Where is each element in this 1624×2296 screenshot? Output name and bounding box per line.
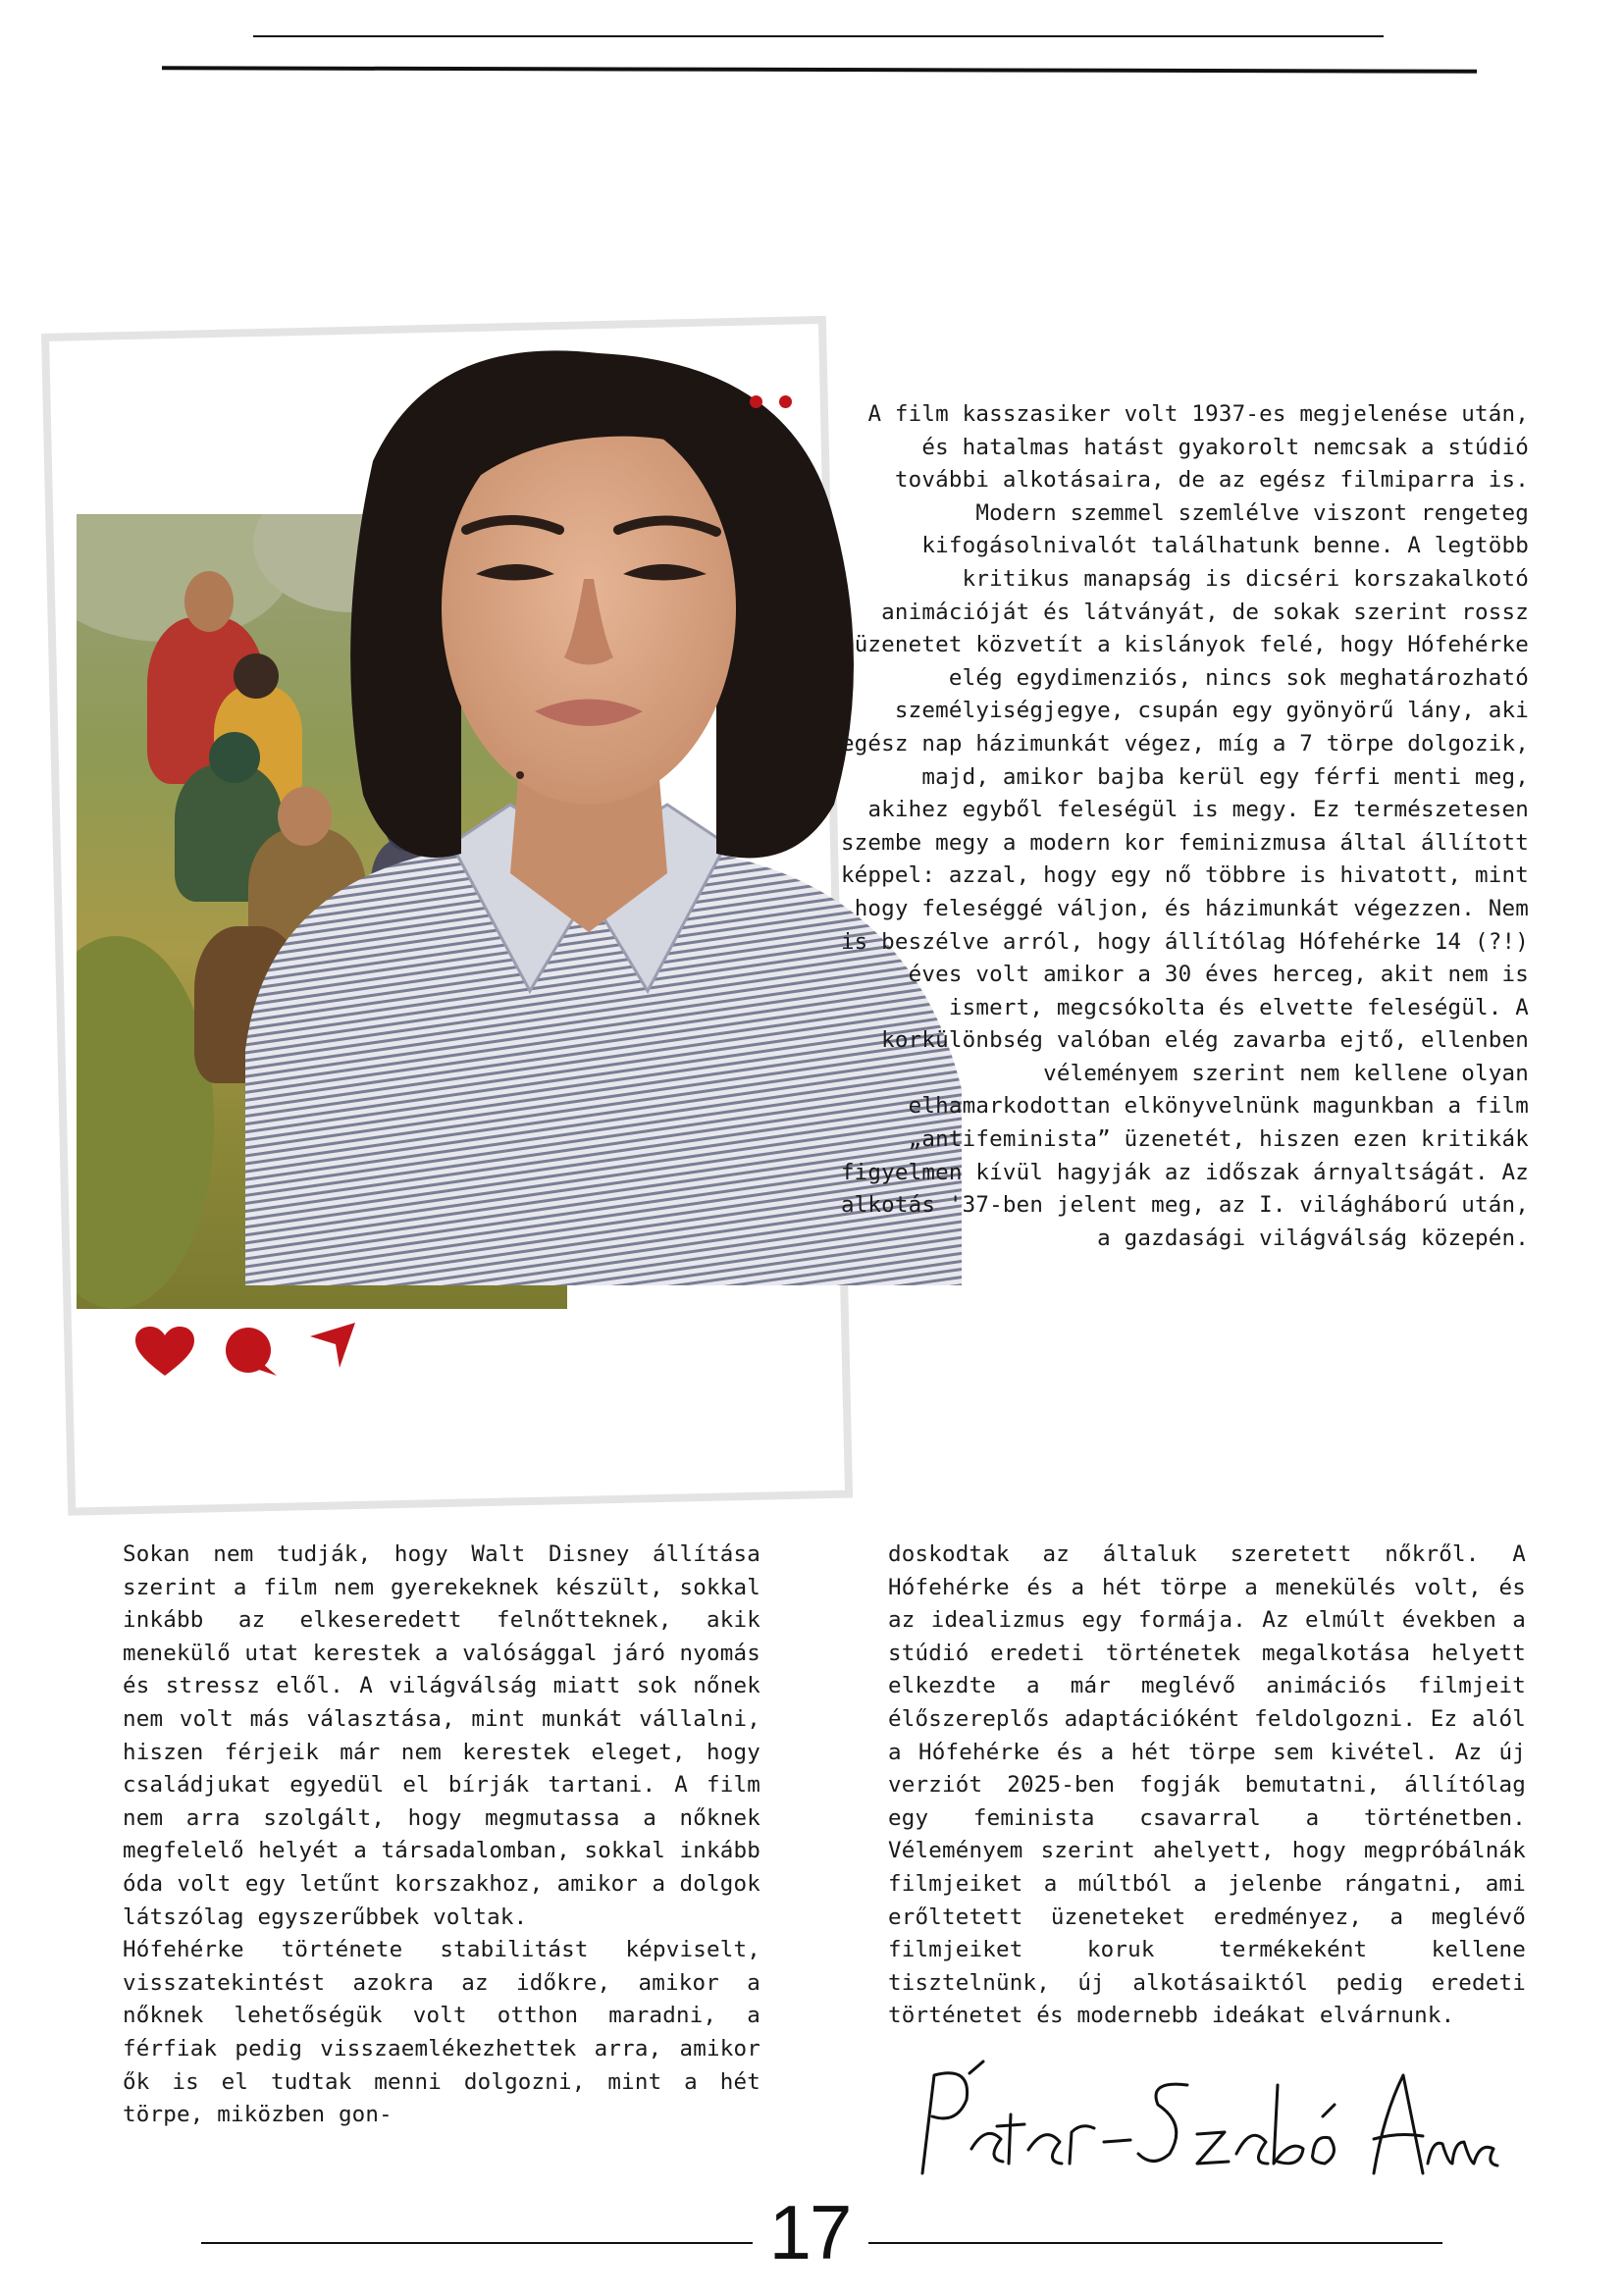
red-dot-2: [779, 395, 792, 408]
left-column-paragraph-2: Hófehérke története stabilitást képviselt, visszatekintést azokra az időkre, amikor a nőknek lehetőségük volt otthon maradni, a férfiak pedig visszaemlékezhettek arra, amikor ők is el tudtak menni dolgozni, mint a hét törpe, miközben gon-: [123, 1937, 760, 2128]
bottom-rule-right: [868, 2242, 1442, 2244]
left-column-paragraph-1: Sokan nem tudják, hogy Walt Disney állítása szerint a film nem gyerekeknek készült, sokkal inkább az elkeseredett felnőtteknek, akik menekülő utat kerestek a valósággal járó nyomás és stressz elől. A világválság miatt sok nőnek nem volt más választása, mint munkát vállalni, hiszen férjeik már nem kerestek eleget, hogy családjukat egyedül el bírják tartani. A film nem arra szolgált, hogy megmutassa a nőknek megfelelő helyét a társadalomban, sokkal inkább óda volt egy letűnt korszakhoz, amikor a dolgok látszólag egyszerűbbek voltak.: [123, 1541, 760, 1930]
left-column: [123, 1539, 760, 2132]
right-column-paragraph: doskodtak az általuk szeretett nőkről. A Hófehérke és a hét törpe a menekülés volt, és az idealizmus egy formája. Az elmúlt években a stúdió eredeti történetek megalkotása helyett elkezdte a már meglévő animációs filmjeit élőszereplős adaptációként feldolgozni. Ez alól a Hófehérke és a hét törpe sem kivétel. Az új verziót 2025-ben fogják bemutatni, állítólag egy feminista csavarral a történetben. Véleményem szerint ahelyett, hogy megpróbálnák filmjeiket a múltból a jelenbe rángatni, ami erőltetett üzeneteket eredményez, a meglévő filmjeiket koruk termékeként kellene tisztelnünk, új alkotásaiktól pedig eredeti történetet és modernebb ideákat elvárnunk.: [888, 1541, 1526, 2029]
right-column: [888, 1539, 1526, 2033]
heart-icon[interactable]: [135, 1327, 194, 1378]
top-rule-thin: [253, 35, 1384, 37]
bottom-rule-left: [201, 2242, 753, 2244]
intro-paragraph-text: A film kasszasiker volt 1937-es megjelenése után, és hatalmas hatást gyakorolt nemcsak a stúdió további alkotásaira, de az egész filmiparra is. Modern szemmel szemlélve viszont rengeteg kifogásolnivalót találhatunk benne. A legtöbb kritikus manapság is dicséri korszakalkotó animációját és látványát, de sokak szerint rossz üzenetet közvetít a kislányok felé, hogy Hófehérke elég egydimenziós, nincs sok meghatározható személyiségjegye, csupán egy gyönyörű lány, aki egész nap házimunkát végez, míg a 7 törpe dolgozik, majd, amikor bajba kerül egy férfi menti meg, akihez egyből feleségül is megy. Ez természetesen szembe megy a modern kor feminizmusa által állított képpel: azzal, hogy egy nő többre is hivatott, mint hogy feleséggé váljon, és házimunkát végezzen. Nem is beszélve arról, hogy állítólag Hófehérke 14 (?!) éves volt amikor a 30 éves herceg, akit nem is ismert, megcsókolta és elvette feleségül. A korkülönbség valóban elég zavarba ejtő, ellenben véleményem szerint nem kellene olyan elhamarkodottan elkönyvelnünk magunkban a film „antifeminista” üzenetét, hiszen ezen kritikák figyelmen kívül hagyják az időszak árnyaltságát. Az alkotás '37-ben jelent meg, az I. világháború után, a gazdasági világválság közepén.: [840, 401, 1529, 1251]
send-icon[interactable]: [310, 1323, 355, 1368]
page-number: 17: [768, 2189, 851, 2275]
author-signature: [913, 2056, 1501, 2183]
comment-icon[interactable]: [224, 1327, 277, 1376]
top-rule-thick: [162, 66, 1477, 74]
intro-paragraph: [834, 398, 1529, 1255]
red-dot-1: [750, 395, 762, 408]
